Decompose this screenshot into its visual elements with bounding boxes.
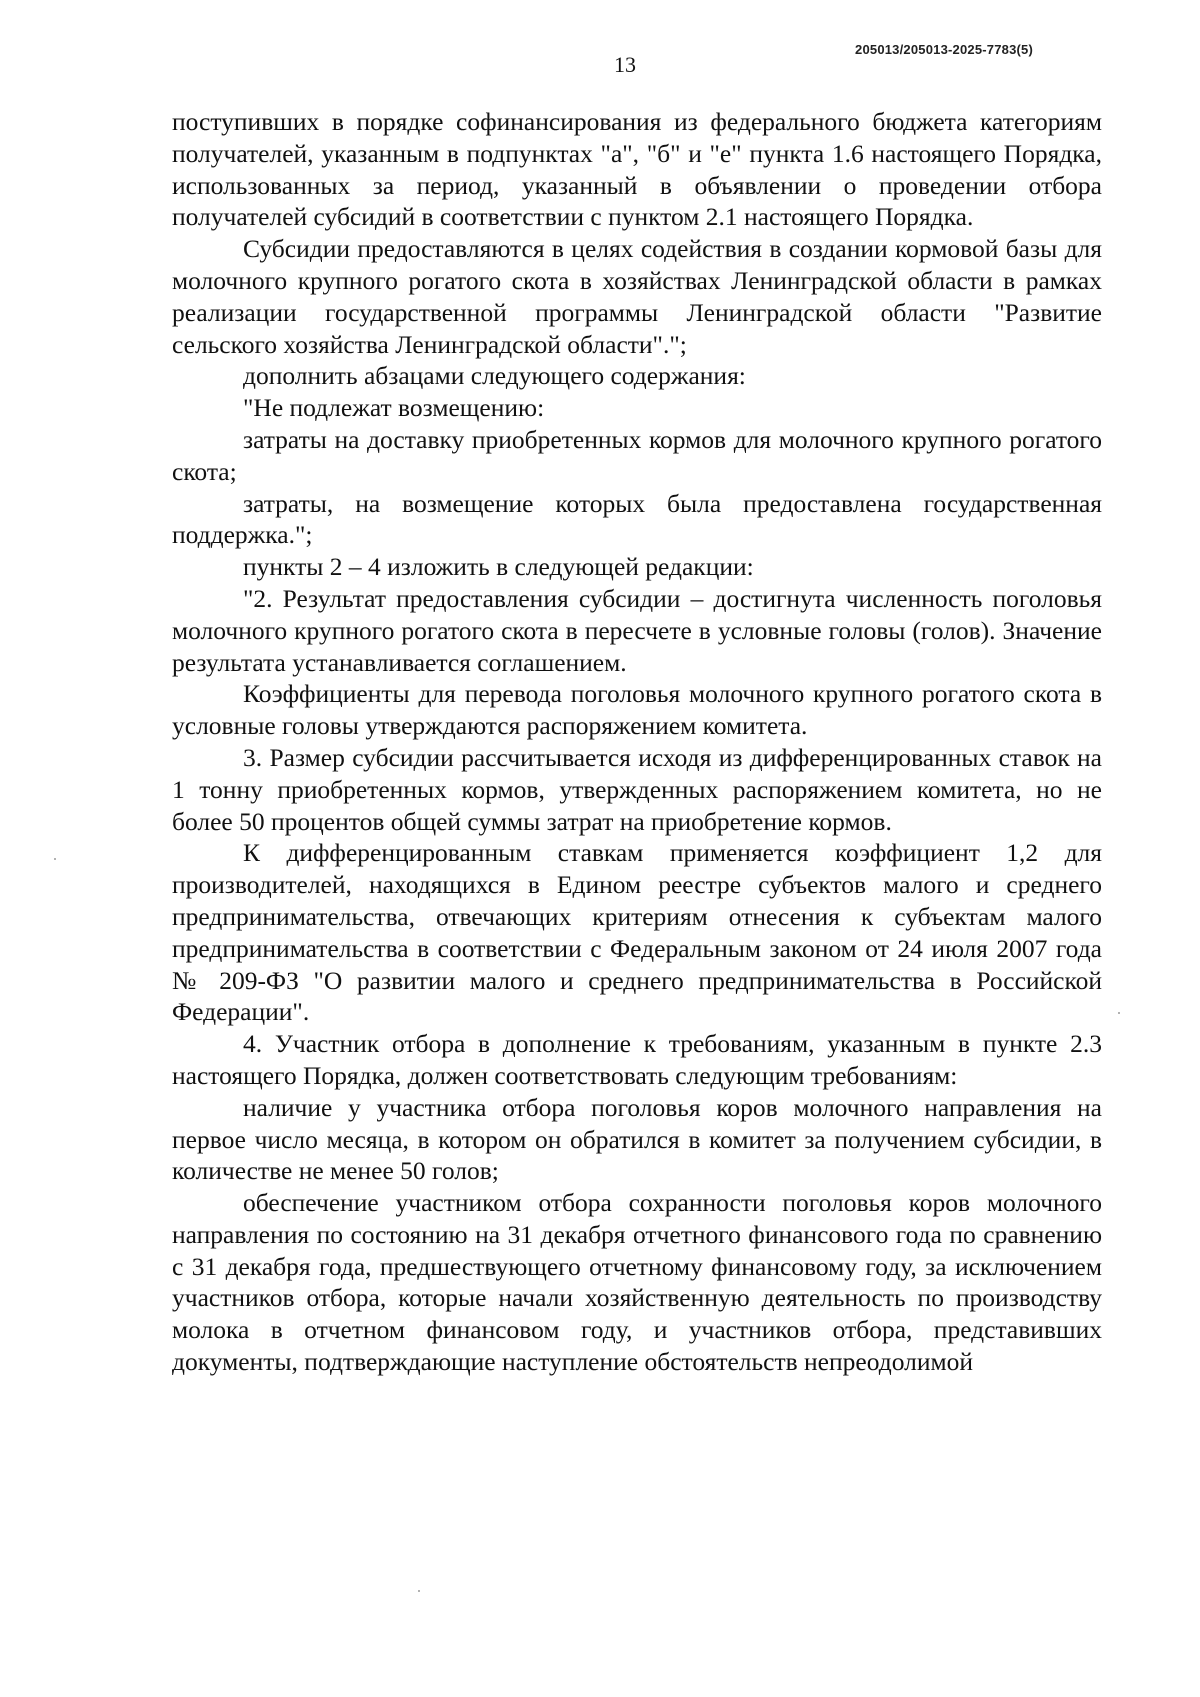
paragraph: затраты на доставку приобретенных кормов для молочного крупного рогатого скота; <box>172 424 1102 486</box>
paragraph: пункты 2 – 4 изложить в следующей редакции: <box>243 552 754 582</box>
scan-speck <box>418 1590 420 1592</box>
paragraph: 3. Размер субсидии рассчитывается исходя из дифференцированных ставок на 1 тонну приобретенных кормов, утвержденных распоряжением комитета, но не более 50 процентов общей суммы затрат на приобретение кормов. <box>172 742 1102 836</box>
paragraph: наличие у участника отбора поголовья коров молочного направления на первое число месяца, в котором он обратился в комитет за получением субсидии, в количестве не менее 50 голов; <box>172 1092 1102 1186</box>
paragraph-continuation: поступивших в порядке софинансирования из федерального бюджета категориям получателей, указанным в подпунктах "а", "б" и "е" пункта 1.6 настоящего Порядка, использованных за период, указанный в объявлении о проведении отбора получателей субсидий в соответствии с пунктом 2.1 настоящего Порядка. <box>172 107 1102 232</box>
paragraph: К дифференцированным ставкам применяется коэффициент 1,2 для производителей, находящихся в Едином реестре субъектов малого и среднего предпринимательства, отвечающих критериям отнесения к субъектам малого предпринимательства в соответствии с Федеральным законом от 24 июля 2007 года № 209-ФЗ "О развитии малого и среднего предпринимательства в Российской Федерации". <box>172 838 1102 1027</box>
scan-speck <box>54 858 56 860</box>
paragraph: обеспечение участником отбора сохранности поголовья коров молочного направления по состоянию на 31 декабря отчетного финансового года по сравнению с 31 декабря года, предшествующего отчетному финансовому году, за исключением участников отбора, которые начали хозяйственную деятельность по производству молока в отчетном финансовом году, и участников отбора, представивших документы, подтверждающие наступление обстоятельств непреодолимой <box>172 1188 1102 1377</box>
paragraph: Субсидии предоставляются в целях содействия в создании кормовой базы для молочного крупного рогатого скота в хозяйствах Ленинградской области в рамках реализации государственной программы Ленинградской области "Развитие сельского хозяйства Ленинградской области"."; <box>172 234 1102 359</box>
paragraph: "2. Результат предоставления субсидии – достигнута численность поголовья молочного крупного рогатого скота в пересчете в условные головы (голов). Значение результата устанавливается соглашением. <box>172 583 1102 677</box>
paragraph: Коэффициенты для перевода поголовья молочного крупного рогатого скота в условные головы утверждаются распоряжением комитета. <box>172 679 1102 741</box>
page-number: 13 <box>614 52 636 77</box>
document-body <box>172 106 1102 1378</box>
paragraph: затраты, на возмещение которых была предоставлена государственная поддержка."; <box>172 488 1102 550</box>
paragraph: дополнить абзацами следующего содержания: <box>243 361 746 391</box>
document-registration-number: 205013/205013-2025-7783(5) <box>855 42 1033 57</box>
scan-speck <box>1118 1012 1120 1014</box>
paragraph: "Не подлежат возмещению: <box>243 393 545 423</box>
paragraph: 4. Участник отбора в дополнение к требованиям, указанным в пункте 2.3 настоящего Порядка, должен соответствовать следующим требованиям: <box>172 1029 1102 1090</box>
